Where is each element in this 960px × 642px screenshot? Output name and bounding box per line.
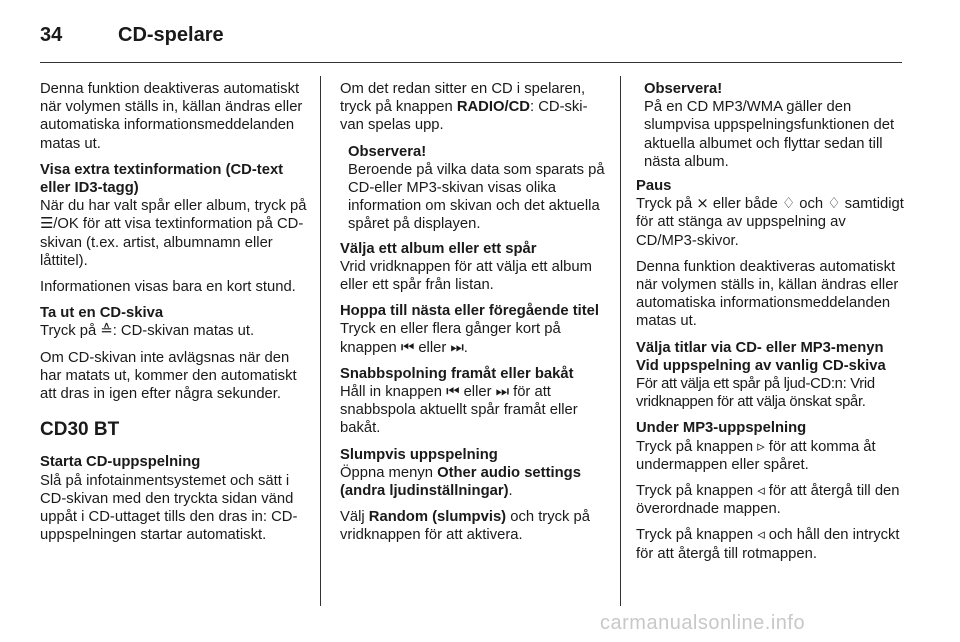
paragraph: Vrid vridknappen för att välja ett album eller ett spår från listan. [340,258,592,294]
section-title: CD30 BT [40,419,120,441]
column-divider [320,76,321,606]
column-3 [636,80,904,571]
paragraph: Välj Random (slumpvis) och tryck på vridknappen för att aktivera. [340,509,590,544]
note-text: På en CD MP3/WMA gäller den slumpvisa uppspelningsfunktionen det aktuella albumet och flyttar sedan till nästa album. [644,99,895,170]
column-divider [620,76,621,606]
mute-icon: ⨯ [696,196,709,213]
page-number: 34 [40,23,63,46]
paragraph: För att välja ett spår på ljud-CD:n: Vrid vridknappen för att välja önskat spår. [636,376,875,411]
left-arrow-icon: ◃ [757,483,765,500]
section-heading: Under MP3-uppspelning [636,420,807,437]
eject-icon: ≙ [100,323,113,340]
paragraph: Denna funktion deaktiveras automatiskt när volymen ställs in, källan ändras eller automatiska informationsmeddelanden matas ut. [636,258,899,330]
volume-icon: ♢ [827,196,841,213]
section-heading: Hoppa till nästa eller föregående titel [340,303,600,320]
left-arrow-icon: ◃ [757,527,765,544]
paragraph: Tryck på ⨯ eller både ♢ och ♢ samtidigt för att stänga av uppspelning av CD/MP3-skivor. [636,196,904,249]
section-heading: Välja ett album eller ett spår [340,240,537,257]
section-heading: Paus [636,178,672,195]
section-heading: Slumpvis uppspelning [340,446,498,463]
watermark: carmanualsonline.info [600,612,806,634]
paragraph: Tryck på knappen ▹ för att komma åt undermappen eller spåret. [636,438,876,473]
menu-icon: ☰ [40,216,54,233]
note-text: Beroende på vilka data som sparats på CD-eller MP3-skivan visas olika information om skivan och det aktuella spåret på displayen. [348,161,605,233]
note-title: Observera! [348,143,427,160]
paragraph: Denna funktion deaktiveras automatiskt när volymen ställs in, källan ändras eller automatiska informationsmeddelanden matas ut. [40,81,303,152]
paragraph: Öppna menyn Other audio settings (andra ljudinställningar). [340,464,581,500]
paragraph: Om CD-skivan inte avlägsnas när den har matats ut, kommer den automatiskt att dras in igen efter några sekunder. [40,349,297,403]
column-1 [40,80,308,552]
paragraph: Håll in knappen ⏮ eller ⏭ för att snabbspola aktuellt spår framåt eller bakåt. [340,384,578,437]
paragraph: Tryck på knappen ◃ och håll den intryckt för att återgå till rotmappen. [636,527,900,562]
section-heading: Välja titlar via CD- eller MP3-menyn [636,339,884,356]
section-heading: Starta CD-uppspelning [40,454,201,471]
previous-track-icon: ⏮ [400,339,415,356]
paragraph: Om det redan sitter en CD i spelaren, tryck på knappen RADIO/CD: CD-skivan spelas upp. [340,81,588,134]
next-track-icon: ⏭ [450,339,464,356]
paragraph: Slå på infotainmentsystemet och sätt i CD-skivan med den tryckta sidan vänd uppåt i CD-uttaget tills den dras in: CD-uppspelningen startar automatiskt. [40,472,298,544]
column-2 [340,80,606,553]
section-heading: Snabbspolning framåt eller bakåt [340,365,574,382]
paragraph: Informationen visas bara en kort stund. [40,279,296,296]
volume-icon: ♢ [781,196,796,213]
paragraph: Tryck på ≙: CD-skivan matas ut. [40,323,255,340]
section-heading: Ta ut en CD-skiva [40,305,164,322]
section-heading: Vid uppspelning av vanlig CD-skiva [636,357,886,374]
right-arrow-icon: ▹ [757,438,765,455]
paragraph: Tryck en eller flera gånger kort på knappen ⏮ eller ⏭. [340,321,561,356]
previous-track-icon: ⏮ [446,384,460,401]
header-rule [40,62,902,63]
paragraph: Tryck på knappen ◃ för att återgå till den överordnade mappen. [636,483,900,518]
note-box [340,143,606,234]
page-title: CD-spelare [118,23,224,46]
section-heading: Visa extra textinformation (CD-text eller ID3-tagg) [40,161,284,197]
page-header [40,18,224,52]
next-track-icon: ⏭ [495,384,509,401]
paragraph: När du har valt spår eller album, tryck på ☰/OK för att visa textinformation på CD-skivan (t.ex. artist, albumnamn eller låttitel). [40,198,307,269]
note-box [636,80,904,171]
note-title: Observera! [644,81,723,97]
